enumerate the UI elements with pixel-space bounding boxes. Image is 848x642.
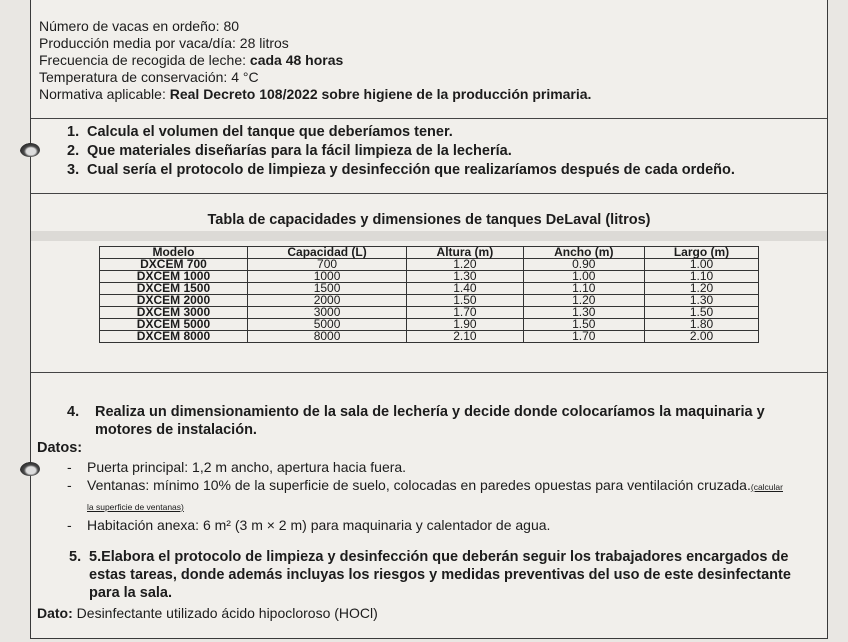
table-title: Tabla de capacidades y dimensiones de tanques DeLaval (litros)	[207, 212, 651, 228]
table-row: DXCEM 3000 3000 1.70 1.30 1.50	[100, 307, 759, 319]
table-row: DXCEM 2000 2000 1.50 1.20 1.30	[100, 295, 759, 307]
divider	[31, 372, 827, 373]
info-temperature: Temperatura de conservación: 4 °C	[39, 69, 259, 85]
col-header: Capacidad (L)	[247, 247, 406, 259]
farm-info	[39, 18, 591, 103]
list-item: - Ventanas: mínimo 10% de la superficie de suelo, colocadas en paredes opuestas para ventilación cruzada.(calcular la superficie de ventanas)	[67, 477, 783, 512]
col-header: Largo (m)	[645, 247, 759, 259]
table-row: DXCEM 5000 5000 1.90 1.50 1.80	[100, 319, 759, 331]
divider	[31, 193, 827, 194]
worksheet: Número de vacas en ordeño: 80 Producción media por vaca/día: 28 litros Frecuencia de recogida de leche: cada 48 horas Temperatura de conservación: 4 °C Normativa aplicable: Real Decreto 108/2022 sobre higiene de la producción primaria. 1. Calcula el volumen del tanque que deberíamos tener. 2. Que materiales diseñarías para la fácil limpieza de la lechería. 3. Cual sería el protocolo de limpieza y desinfección que realizaríamos después de cada ordeño. Tabla de capacidades y dimensiones de tanques DeLaval (litros) Modelo Capacidad (L) Altura (m) Ancho (m) Largo (m) DXCEM 700 700 1.20 0.90 1.00 DXCEM 1000 1000 1.30 1.00 1.10 DXCEM 1500 1500 1.40 1.10 1.20 DXCEM 2000 2000 1.50 1.20 1.30 DXCEM 3000 3000 1.70 1.30 1.50 DXCEM 5000 5000 1.90 1.50 1.80 DXCEM 8000 8000 2.10 1.70 2.00 4. Realiza un dimensionamiento de la sala de lechería y decide donde colocaríamos la maquinaria y motores de instalación. Datos: - Puerta principal: 1,2 m ancho, apertura hacia fuera. - Ventanas: mínimo 10% de la superficie de suelo, colocadas en paredes opuestas para ventilación cruzada.(calcular la superficie de ventanas) - Habitación anexa: 6 m² (3 m × 2 m) para maquinaria y calentador de agua. 5. 5.Elabora el protocolo de limpieza y desinfección que deberán seguir los trabajadores encargados de estas tareas, donde además incluyas los riesgos y medidas preventivas del uso de este desinfectante para la sala. Dato: Desinfectante utilizado ácido hipocloroso (HOCl)	[30, 0, 828, 639]
info-regulation: Normativa aplicable: Real Decreto 108/2022 sobre higiene de la producción primaria.	[39, 86, 592, 102]
datos-list	[67, 458, 787, 534]
col-header: Ancho (m)	[523, 247, 644, 259]
table-row: DXCEM 1000 1000 1.30 1.00 1.10	[100, 271, 759, 283]
divider	[31, 118, 827, 119]
question-5: 5. 5.Elabora el protocolo de limpieza y desinfección que deberán seguir los trabajadores encargados de estas tareas, donde además incluyas los riesgos y medidas preventivas del uso de este desinfectante para la sala.	[69, 549, 791, 601]
windows-note: (calcular la superficie de ventanas)	[87, 482, 783, 512]
table-row: DXCEM 700 700 1.20 0.90 1.00	[100, 259, 759, 271]
info-cows: Número de vacas en ordeño: 80	[39, 18, 240, 34]
dato-line: Dato: Desinfectante utilizado ácido hipocloroso (HOCl)	[37, 605, 378, 621]
col-header: Altura (m)	[407, 247, 523, 259]
question-2: 2. Que materiales diseñarías para la fácil limpieza de la lechería.	[67, 143, 512, 159]
col-header: Modelo	[100, 247, 248, 259]
punch-hole-icon	[20, 462, 40, 476]
table-row: DXCEM 8000 8000 2.10 1.70 2.00	[100, 331, 759, 343]
info-frequency: Frecuencia de recogida de leche: cada 48 horas	[39, 52, 344, 68]
punch-hole-icon	[20, 143, 40, 157]
tank-capacity-table	[99, 246, 759, 343]
question-1: 1. Calcula el volumen del tanque que deberíamos tener.	[67, 124, 453, 140]
question-3: 3. Cual sería el protocolo de limpieza y desinfección que realizaríamos después de cada ordeño.	[67, 162, 735, 178]
gray-strip	[31, 231, 827, 241]
datos-label: Datos:	[37, 440, 83, 456]
info-production: Producción media por vaca/día: 28 litros	[39, 35, 289, 51]
table-row: DXCEM 1500 1500 1.40 1.10 1.20	[100, 283, 759, 295]
list-item: - Puerta principal: 1,2 m ancho, apertura hacia fuera.	[67, 459, 407, 475]
questions-list	[67, 123, 735, 180]
list-item: - Habitación anexa: 6 m² (3 m × 2 m) para maquinaria y calentador de agua.	[67, 517, 551, 533]
